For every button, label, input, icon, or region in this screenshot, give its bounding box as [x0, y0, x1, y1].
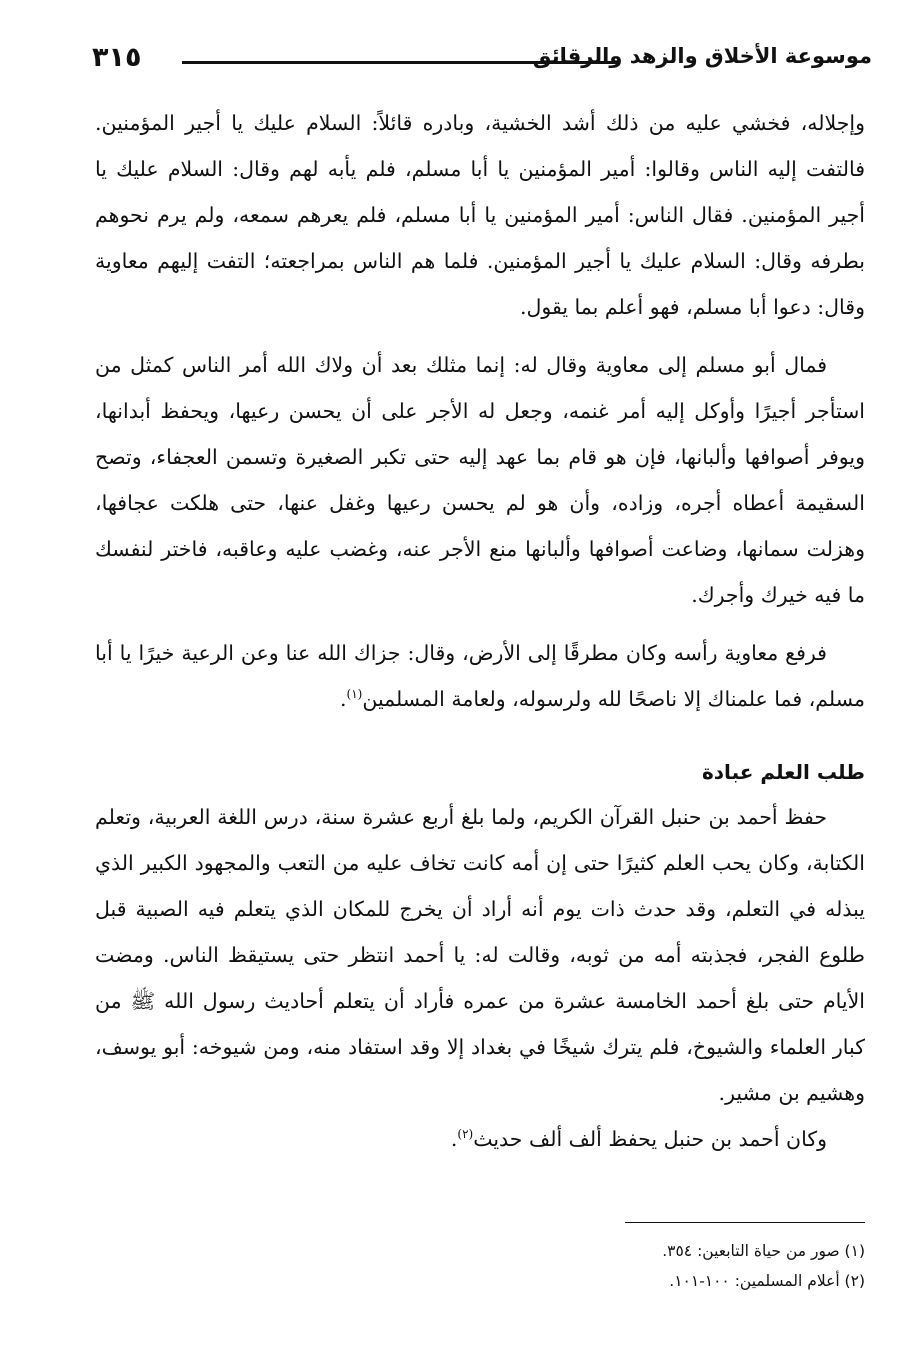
footnote-ref-1: (١) [346, 687, 363, 702]
section-paragraph-2 [95, 1116, 865, 1162]
paragraph-3-end: . [340, 687, 347, 711]
footnote-2: (٢) أعلام المسلمين: ١٠٠-١٠١. [669, 1272, 865, 1290]
footnote-ref-2: (٢) [457, 1127, 474, 1142]
section-paragraph-2-text: وكان أحمد بن حنبل يحفظ ألف ألف حديث [473, 1127, 827, 1151]
paragraph-3 [95, 630, 865, 722]
body-text [95, 100, 865, 1162]
section-heading: طلب العلم عبادة [701, 760, 865, 784]
section-paragraph-1: حفظ أحمد بن حنبل القرآن الكريم، ولما بلغ أربع عشرة سنة، درس اللغة العربية، وتعلم الكتابة، وكان يحب العلم كثيرًا حتى إن أمه كانت تخاف عليه من التعب والمجهود الكبير الذي يبذله في التعلم، وقد حدث ذات يوم أنه أراد أن يخرج للمكان الذي يتعلم فيه الصبية قبل طلوع الفجر، فجذبته أمه من ثوبه، وقالت له: يا أحمد انتظر حتى يستيقظ الناس. ومضت الأيام حتى بلغ أحمد الخامسة عشرة من عمره فأراد أن يتعلم أحاديث رسول الله ﷺ من كبار العلماء والشيوخ، فلم يترك شيخًا في بغداد إلا وقد استفاد منه، ومن شيوخه: أبو يوسف، وهشيم بن مشير. [95, 805, 865, 1105]
paragraph-2: فمال أبو مسلم إلى معاوية وقال له: إنما مثلك بعد أن ولاك الله أمر الناس كمثل من استأجر أجيرًا وأوكل إليه أمر غنمه، وجعل له الأجر على أن يحسن رعيها، ويحفظ أبدانها، ويوفر أصوافها وألبانها، فإن هو قام بما عهد إليه حتى تكبر الصغيرة وتسمن العجفاء، وتصح السقيمة أعطاه أجره، وزاده، وأن هو لم يحسن رعيها وغفل عنها، حتى هلكت عجافها، وهزلت سمانها، وضاعت أصوافها وألبانها منع الأجر عنه، وغضب عليه وعاقبه، فاختر لنفسك ما فيه خيرك وأجرك. [95, 353, 865, 607]
footnote-rule [625, 1222, 865, 1223]
running-title: موسوعة الأخلاق والزهد والرقائق [532, 44, 872, 68]
paragraph-1: وإجلاله، فخشي عليه من ذلك أشد الخشية، وبادره قائلاً: السلام عليك يا أجير المؤمنين. فالتفت إليه الناس وقالوا: أمير المؤمنين يا أبا مسلم، فلم يأبه لهم وقال: السلام عليك يا أجير المؤمنين. فقال الناس: أمير المؤمنين يا أبا مسلم، فلم يعرهم سمعه، ولم يرم نحوهم بطرفه وقال: السلام عليك يا أجير المؤمنين. فلما هم الناس بمراجعته؛ التفت إليهم معاوية وقال: دعوا أبا مسلم، فهو أعلم بما يقول. [95, 111, 865, 319]
footnotes [95, 1236, 865, 1296]
footnote-1: (١) صور من حياة التابعين: ٣٥٤. [662, 1242, 865, 1260]
page-number: ٣١٥ [92, 42, 142, 73]
page-header [92, 42, 872, 82]
section-paragraph-2-end: . [450, 1127, 458, 1151]
header-rule [182, 61, 620, 64]
paragraph-3-text: فرفع معاوية رأسه وكان مطرقًا إلى الأرض، وقال: جزاك الله عنا وعن الرعية خيرًا يا أبا مسلم، فما علمناك إلا ناصحًا لله ولرسوله، ولعامة المسلمين [95, 641, 865, 711]
